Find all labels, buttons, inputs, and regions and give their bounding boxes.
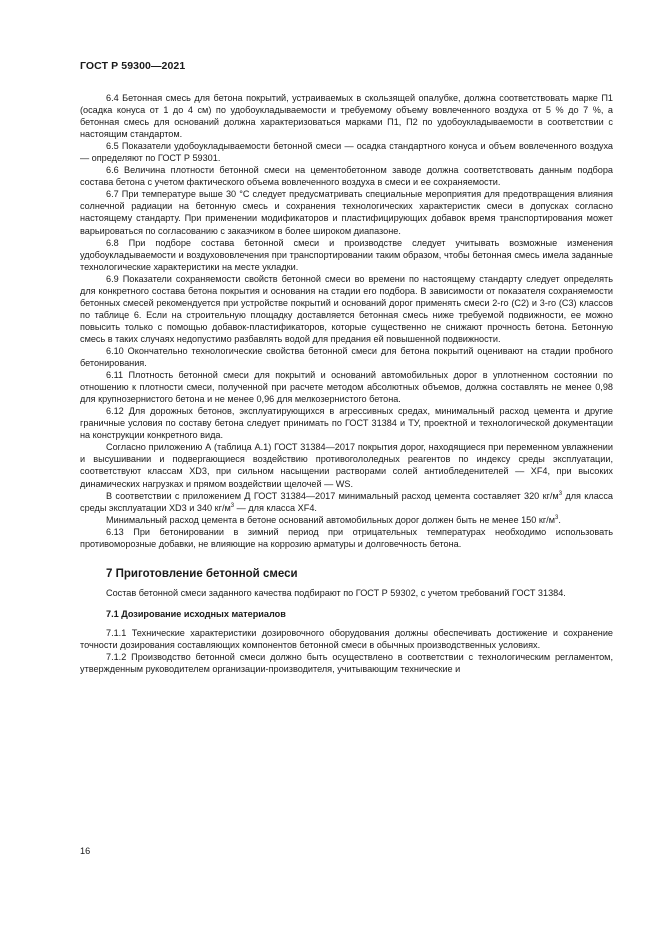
paragraph-6-5: 6.5 Показатели удобоукладываемости бетонной смеси — осадка стандартного конуса и объем вовлеченного воздуха — определяют по ГОСТ Р 59301. [80,141,613,164]
annex-d-text-1: В соответствии с приложением Д ГОСТ 31384—2017 минимальный расход цемента составляет 320 кг/м [106,490,559,501]
superscript-3: 3 [558,490,563,497]
section-7-intro: Состав бетонной смеси заданного качества подбирают по ГОСТ Р 59302, с учетом требований ГОСТ 31384. [106,587,566,598]
paragraph-6-10: 6.10 Окончательно технологические свойства бетонной смеси для бетона покрытий оценивают на стадии пробного бетонирования. [80,345,613,369]
paragraph-min-cement [80,514,613,526]
min-cement-text-1: Минимальный расход цемента в бетоне оснований автомобильных дорог должен быть не менее 150 кг/м [106,514,555,525]
paragraph-6-9: 6.9 Показатели сохраняемости свойств бетонной смеси во времени по настоящему стандарту следует определять для конкретного состава бетона покрытия и основания на стадии его подбора. В зависимости от показателя сохраняемости бетонных смесей рекомендуется при устройстве покрытий и оснований дорог применять смеси 2-го (С2) и 3-го (С3) классов по таблице 6. Если на строительную площадку доставляется бетонная смесь ниже требуемой подвижности, ее можно повысить только с помощью добавок-пластификаторов, которые существенно не снижают прочность бетона. Бетонную смесь в таких случаях недопустимо разбавлять водой для предания ей повышенной подвижности. [80,273,613,344]
paragraph-6-8: 6.8 При подборе состава бетонной смеси и производстве следует учитывать возможные изменения удобоукладываемости и воздухововлечения при транспортировании таким образом, чтобы бетонная смесь имела заданные технологические характеристики на месте укладки. [80,237,613,272]
paragraph-6-13: 6.13 При бетонировании в зимний период при отрицательных температурах необходимо использовать противоморозные добавки, не влияющие на коррозию арматуры и долговечность бетона. [80,526,613,549]
superscript-3: 3 [230,502,235,509]
paragraph-6-11: 6.11 Плотность бетонной смеси для покрытий и оснований автомобильных дорог в уплотненном состоянии по отношению к плотности смеси, полученной при расчете методом абсолютных объемов, должна составлять не менее 0,98 для крупнозернистого бетона и не менее 0,96 для мелкозернистого бетона. [80,370,613,405]
document-body [80,92,613,675]
standard-code-header: ГОСТ Р 59300—2021 [80,60,186,72]
page-number: 16 [80,846,91,856]
paragraph-7-1-2: 7.1.2 Производство бетонной смеси должно быть осуществлено в соответствии с технологическим регламентом, утвержденным руководителем организации-производителя, учитывающим технические и [80,652,613,675]
annex-d-text-2: для класса среды эксплуатации XD3 и 340 кг/м [80,490,614,513]
paragraph-6-6: 6.6 Величина плотности бетонной смеси на цементобетонном заводе должна соответствовать данным подбора состава бетона с учетом фактического объема вовлеченного воздуха в смеси и ее сохраняемости. [80,165,613,188]
annex-d-text-3: — для класса XF4. [234,502,317,513]
paragraph-6-4: 6.4 Бетонная смесь для бетона покрытий, устраиваемых в скользящей опалубке, должна соответствовать марке П1 (осадка конуса от 1 до 4 см) по удобоукладываемости и требуемому объему вовлеченного воздуха от 5 % до 7 %, а бетонная смесь для оснований должна характеризоваться марками П1, П2 по удобоукладываемости в соответствии с настоящим стандартом. [80,93,613,140]
paragraph-7-1-1: 7.1.1 Технические характеристики дозировочного оборудования должны обеспечивать достижение и сохранение точности дозирования составляющих компонентов бетонной смеси в обычных производственных условиях. [80,627,613,650]
paragraph-6-12: 6.12 Для дорожных бетонов, эксплуатирующихся в агрессивных средах, минимальный расход цемента и другие граничные условия по составу бетона следует принимать по ГОСТ 31384 и ТУ, проектной и технологической документации на конструкции конкретного вида. [80,406,613,441]
min-cement-text-2: . [558,514,561,525]
paragraph-annex-a: Согласно приложению А (таблица А.1) ГОСТ 31384—2017 покрытия дорог, находящиеся при переменном увлажнении и высушивании и подвергающиеся воздействию противогололедных реагентов по индексу среды эксплуатации, соответствуют классам XD3, при сильном насыщении растворами солей антиобледенителей — XF4, при высоких динамических нагрузках и прямом воздействии щелочей — WS. [80,442,613,489]
section-7-title: 7 Приготовление бетонной смеси [106,567,298,580]
superscript-3: 3 [554,514,559,521]
paragraph-annex-d [80,490,613,514]
subsection-7-1-title: 7.1 Дозирование исходных материалов [106,608,286,619]
paragraph-6-7: 6.7 При температуре выше 30 °С следует предусматривать специальные мероприятия для предотвращения влияния солнечной радиации на бетонную смесь и сохранения технологических характеристик смеси в допусках согласно настоящему стандарту. При применении модификаторов и пластифицирующих добавок время транспортирования может варьироваться по согласованию с заказчиком в более широком диапазоне. [80,189,613,236]
